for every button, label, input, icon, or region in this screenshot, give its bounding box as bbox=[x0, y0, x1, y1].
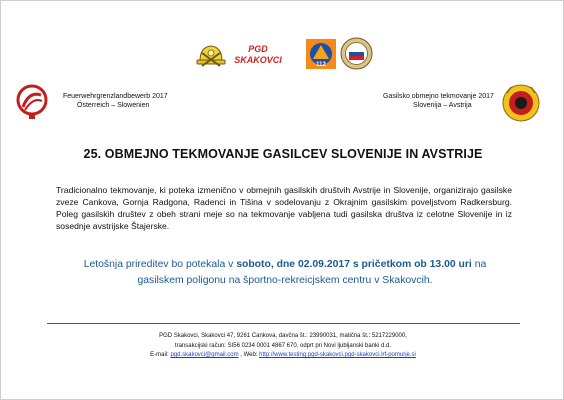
pgd-logo-line1: PGD bbox=[248, 44, 268, 54]
right-caption-line1: Gasilsko obmejno tekmovanje 2017 bbox=[383, 93, 494, 100]
footer-links bbox=[1, 351, 564, 361]
right-event-caption bbox=[383, 92, 513, 110]
pgd-skakovci-logo bbox=[233, 44, 283, 66]
left-event-caption bbox=[63, 92, 183, 110]
pgd-logo-line2: SKAKOVCI bbox=[234, 55, 282, 65]
left-caption-line2: Österreich – Slowenien bbox=[77, 102, 150, 109]
footer-divider bbox=[47, 323, 520, 324]
right-caption-line2: Slovenija – Avstrija bbox=[413, 102, 472, 109]
announcement-part1: Letošnja prireditev bo potekala v bbox=[83, 259, 237, 270]
document-title: 25. OBMEJNO TEKMOVANJE GASILCEV SLOVENIJE IN AVSTRIJE bbox=[83, 147, 483, 161]
event-announcement bbox=[66, 257, 504, 289]
slovenian-seal-logo bbox=[340, 37, 373, 70]
left-caption-line1: Feuerwehrgrenzlandbewerb 2017 bbox=[63, 93, 168, 100]
austrian-fire-brigade-logo bbox=[15, 83, 49, 121]
svg-text:112: 112 bbox=[316, 62, 326, 68]
email-label: E-mail: bbox=[150, 352, 171, 358]
web-label: , Web: bbox=[238, 352, 260, 358]
footer-bank: transakcijski račun: SI56 0234 0001 4867 670, odprt pri Novi ljubljanski banki d.d. bbox=[174, 342, 392, 349]
announcement-part2: na gasilskem poligonu na športno-rekreicjskem centru v Skakovcih. bbox=[137, 259, 487, 286]
civil-protection-112-logo bbox=[306, 39, 336, 69]
footer-contact bbox=[1, 332, 564, 361]
email-link[interactable]: pgd.skakovci@gmail.com bbox=[170, 352, 239, 358]
web-link[interactable]: http://www.testing.pgd-skakovci.pgd-skakovci.lrf-pomurje.si bbox=[259, 352, 416, 358]
intro-paragraph: Tradicionalno tekmovanje, ki poteka izmenično v obmejnih gasilskih društvih Avstrije in Slovenije, organizirajo gasilske zveze Cankova, Gornja Radgona, Radenci in Tišina v sodelovanju z Okrajnim gasilskim poveljstvom Radkersburg. Poleg gasilskih društev z obeh strani meje so na tekmovanje vabljena tudi gasilska društva iz celotne Slovenije in iz sosednje avstrijske Štajerske. bbox=[56, 185, 512, 231]
announcement-date-time: soboto, dne 02.09.2017 s pričetkom ob 13.00 uri bbox=[236, 259, 472, 270]
footer-address: PGD Skakovci, Skakovci 47, 9261 Cankova, davčna št.: 23990031, matična št.: 5217229000, bbox=[159, 333, 407, 339]
firefighter-helmet-logo bbox=[194, 39, 228, 71]
